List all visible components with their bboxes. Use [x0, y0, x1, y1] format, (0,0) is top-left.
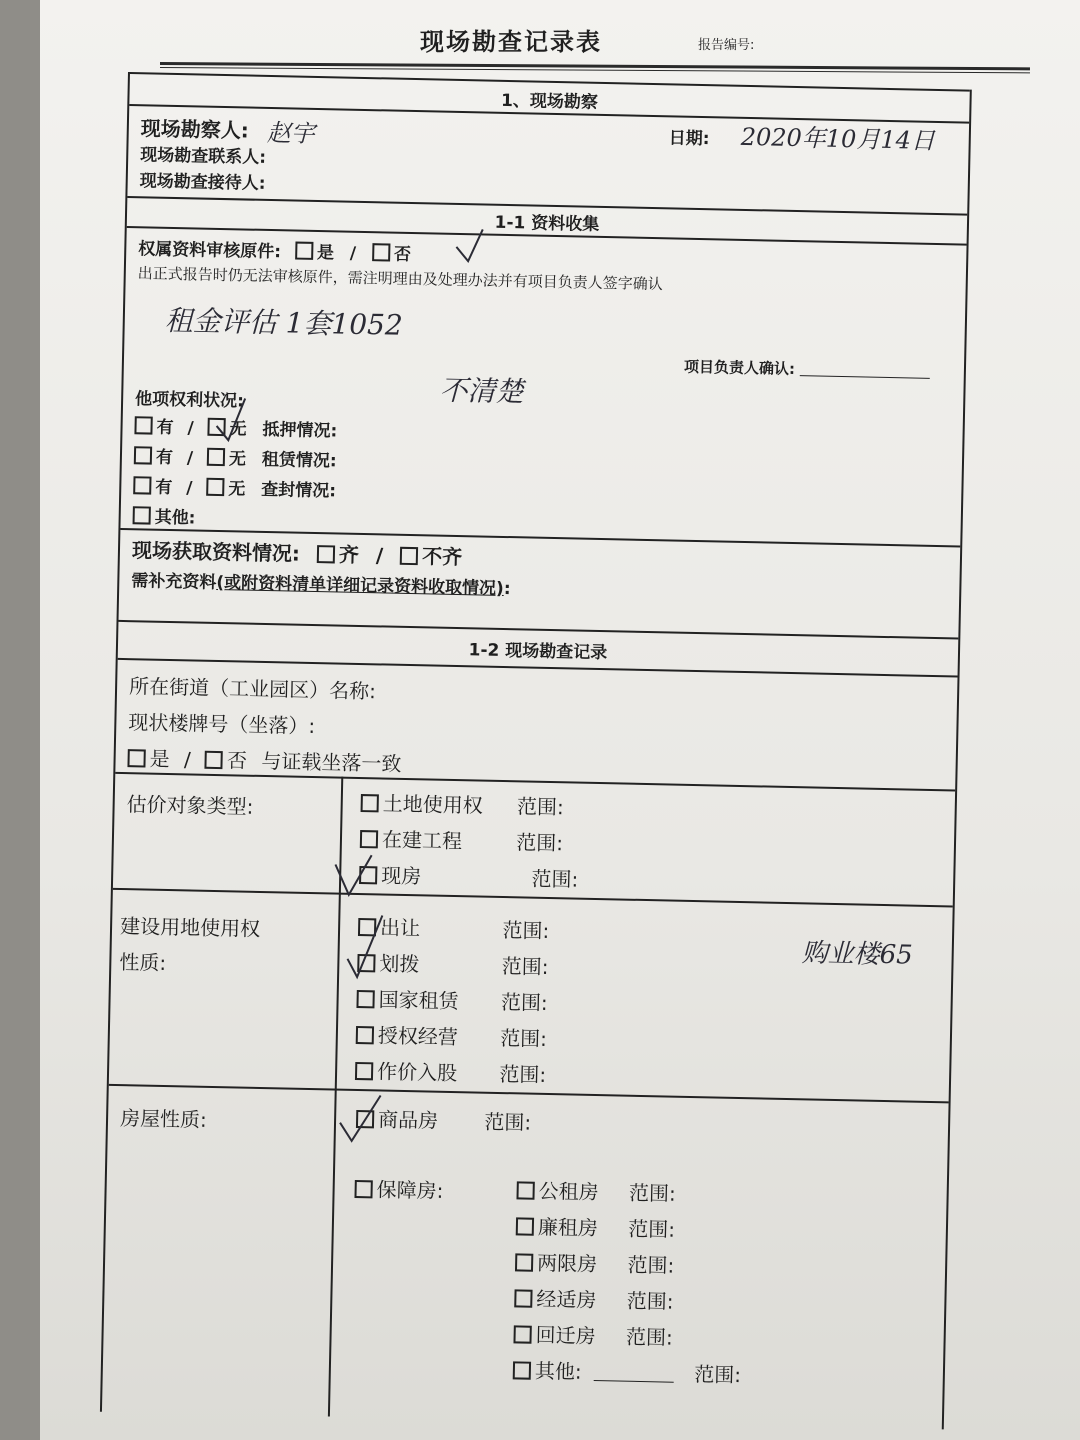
economic-housing-checkbox[interactable]: [514, 1289, 532, 1307]
lease-label: 租赁情况:: [261, 449, 337, 472]
option-label: 土地使用权: [382, 791, 483, 818]
section-1-1-title: 1-1 资料收集: [494, 212, 600, 235]
house-nature-label: 房屋性质:: [119, 1106, 208, 1132]
original-docs-note: 出正式报告时仍无法审核原件，需注明理由及处理办法并有项目负责人签字确认: [137, 264, 663, 294]
object-type-land: [360, 787, 564, 820]
mortgage-row: 有 / 无 抵押情况:: [134, 412, 337, 441]
lease-row: 有 / 无 租赁情况:: [134, 442, 337, 471]
obtained-row: 现场获取资料情况: 齐 / 不齐: [131, 538, 463, 570]
range-label: 范围:: [694, 1362, 742, 1388]
existing-building-checkbox[interactable]: [359, 866, 377, 884]
other-rights-label: 他项权利状况:: [134, 389, 245, 412]
row-divider: [115, 772, 955, 792]
has-label: 有: [155, 477, 173, 499]
option-label: 授权经营: [377, 1023, 459, 1050]
affordable-public-rental: [516, 1174, 676, 1206]
section-1-title: 1、现场勘察: [500, 90, 599, 113]
option-label: 其他:: [534, 1358, 582, 1384]
column-divider: [328, 777, 343, 1417]
house-nature-affordable: [354, 1173, 443, 1204]
other-row: [132, 502, 195, 528]
obtained-label: 现场获取资料情况:: [131, 538, 301, 566]
land-nature-lease: [356, 983, 548, 1016]
handwritten-margin-note: 购业楼65: [801, 938, 914, 971]
leader-signature-line[interactable]: [800, 375, 930, 379]
option-label: 划拨: [379, 951, 420, 977]
none-label: 无: [228, 479, 246, 500]
consistent-no-checkbox[interactable]: [205, 751, 223, 769]
street-label: 所在街道（工业园区）名称:: [128, 674, 377, 704]
plate-label: 现状楼牌号（坐落）:: [128, 710, 316, 739]
consistency-row: 是 / 否 与证载坐落一致: [127, 742, 401, 777]
no-label: 否: [393, 244, 412, 265]
land-use-right-checkbox[interactable]: [361, 794, 379, 812]
range-label: 范围:: [531, 866, 579, 892]
other-checkbox[interactable]: [133, 506, 151, 524]
allocation-checkbox[interactable]: [357, 954, 375, 972]
consistent-yes-checkbox[interactable]: [127, 749, 145, 767]
incomplete-label: 不齐: [421, 544, 463, 570]
range-label: 范围:: [516, 794, 565, 820]
affordable-label: 保障房:: [376, 1177, 444, 1203]
consistent-no-label: 否: [226, 748, 248, 773]
original-docs-yes-checkbox[interactable]: [295, 242, 313, 260]
equity-contribution-checkbox[interactable]: [355, 1062, 373, 1080]
complete-checkbox[interactable]: [317, 545, 335, 563]
land-nature-label-2: 性质:: [119, 950, 167, 975]
consistent-yes-label: 是: [149, 746, 170, 772]
seizure-label: 查封情况:: [261, 479, 337, 502]
has-label: 有: [156, 417, 174, 439]
leader-confirm-row: [684, 356, 931, 382]
price-limited-checkbox[interactable]: [515, 1253, 533, 1271]
seizure-none-checkbox[interactable]: [206, 478, 224, 496]
option-label: 作价入股: [376, 1059, 458, 1086]
range-label: 范围:: [627, 1252, 675, 1278]
option-label: 公租房: [538, 1178, 599, 1205]
range-label: 范围:: [502, 918, 550, 944]
supplement-row: [131, 566, 511, 599]
range-label: 范围:: [626, 1288, 674, 1314]
object-type-construction: [360, 823, 564, 856]
receiver-label: 现场勘查接待人:: [139, 171, 266, 194]
grant-checkbox[interactable]: [358, 918, 376, 936]
mortgage-none-checkbox[interactable]: [207, 418, 225, 436]
mortgage-label: 抵押情况:: [262, 419, 338, 442]
land-nature-allocation: [357, 947, 549, 980]
public-rental-checkbox[interactable]: [516, 1181, 534, 1199]
yes-label: 是: [316, 242, 335, 264]
contact-label: 现场勘查联系人:: [140, 145, 267, 168]
option-label: 经适房: [536, 1286, 597, 1313]
report-number-label: 报告编号:: [698, 38, 755, 53]
supplement-hint: (或附资料清单详细记录资料收取情况): [216, 572, 505, 599]
range-label: 范围:: [500, 990, 548, 1015]
none-label: 无: [229, 419, 247, 440]
date-value: 2020年10月14日: [740, 122, 936, 155]
incomplete-checkbox[interactable]: [400, 547, 418, 565]
lease-has-checkbox[interactable]: [134, 446, 152, 464]
affordable-other: [513, 1354, 742, 1388]
range-label: 范围:: [484, 1109, 532, 1135]
affordable-low-rent: [516, 1210, 676, 1242]
inspection-form: [100, 72, 972, 1429]
section-1-2-title: 1-2 现场勘查记录: [468, 640, 608, 664]
affordable-resettlement: [513, 1318, 673, 1350]
range-label: 范围:: [516, 830, 564, 856]
original-docs-row: 权属资料审核原件: 是 / 否: [138, 239, 412, 265]
range-label: 范围:: [625, 1324, 673, 1350]
other-fill-line[interactable]: [594, 1380, 674, 1383]
option-label: 国家租赁: [378, 987, 459, 1014]
date-label: 日期:: [668, 128, 710, 150]
house-nature-commercial: [356, 1103, 532, 1136]
option-label: 在建工程: [381, 827, 463, 854]
option-label: 出让: [379, 915, 421, 941]
affordable-price-limited: [515, 1246, 675, 1278]
none-label: 无: [228, 449, 247, 470]
affordable-other-checkbox[interactable]: [513, 1361, 531, 1379]
handwritten-note: 租金评估 1套1052: [164, 303, 404, 342]
range-label: 范围:: [627, 1216, 676, 1242]
range-label: 范围:: [499, 1026, 548, 1051]
state-lease-checkbox[interactable]: [356, 990, 374, 1008]
other-label: 其他:: [154, 507, 196, 529]
option-label: 两限房: [536, 1250, 598, 1277]
inspector-signature: 赵宇: [266, 118, 316, 148]
supplement-colon: :: [503, 578, 511, 600]
leader-confirm-label: 项目负责人确认:: [683, 357, 796, 379]
commercial-housing-checkbox[interactable]: [356, 1110, 374, 1128]
supplement-label: 需补充资料: [131, 571, 217, 593]
low-rent-checkbox[interactable]: [516, 1217, 534, 1235]
lease-none-checkbox[interactable]: [207, 448, 225, 466]
seizure-has-checkbox[interactable]: [133, 476, 151, 494]
land-nature-label-1: 建设用地使用权: [119, 914, 261, 941]
consistent-label: 与证载坐落一致: [261, 748, 402, 776]
original-docs-label: 权属资料审核原件:: [138, 239, 282, 263]
authorized-operation-checkbox[interactable]: [356, 1026, 374, 1044]
object-type-existing: [359, 859, 579, 893]
mortgage-has-checkbox[interactable]: [134, 416, 152, 434]
object-type-label: 估价对象类型:: [126, 792, 254, 819]
option-label: 现房: [380, 863, 422, 889]
handwritten-unclear: 不清楚: [439, 373, 524, 409]
affordable-economic: [514, 1282, 674, 1314]
land-nature-equity: [355, 1055, 547, 1088]
option-label: 商品房: [377, 1107, 439, 1133]
range-label: 范围:: [628, 1180, 676, 1206]
inspector-label: 现场勘察人:: [140, 116, 250, 143]
complete-label: 齐: [338, 542, 360, 567]
affordable-housing-checkbox[interactable]: [354, 1180, 372, 1198]
under-construction-checkbox[interactable]: [360, 830, 378, 848]
original-docs-no-checkbox[interactable]: [372, 243, 390, 261]
range-label: 范围:: [499, 1062, 547, 1087]
resettlement-checkbox[interactable]: [513, 1325, 531, 1343]
seizure-row: 有 / 无 查封情况:: [133, 472, 336, 501]
has-label: 有: [155, 447, 174, 469]
option-label: 回迁房: [535, 1322, 596, 1349]
form-title: 现场勘查记录表: [420, 28, 602, 56]
range-label: 范围:: [501, 954, 549, 979]
land-nature-authorized: [356, 1019, 548, 1052]
option-label: 廉租房: [537, 1214, 599, 1241]
land-nature-grant: [358, 911, 550, 944]
